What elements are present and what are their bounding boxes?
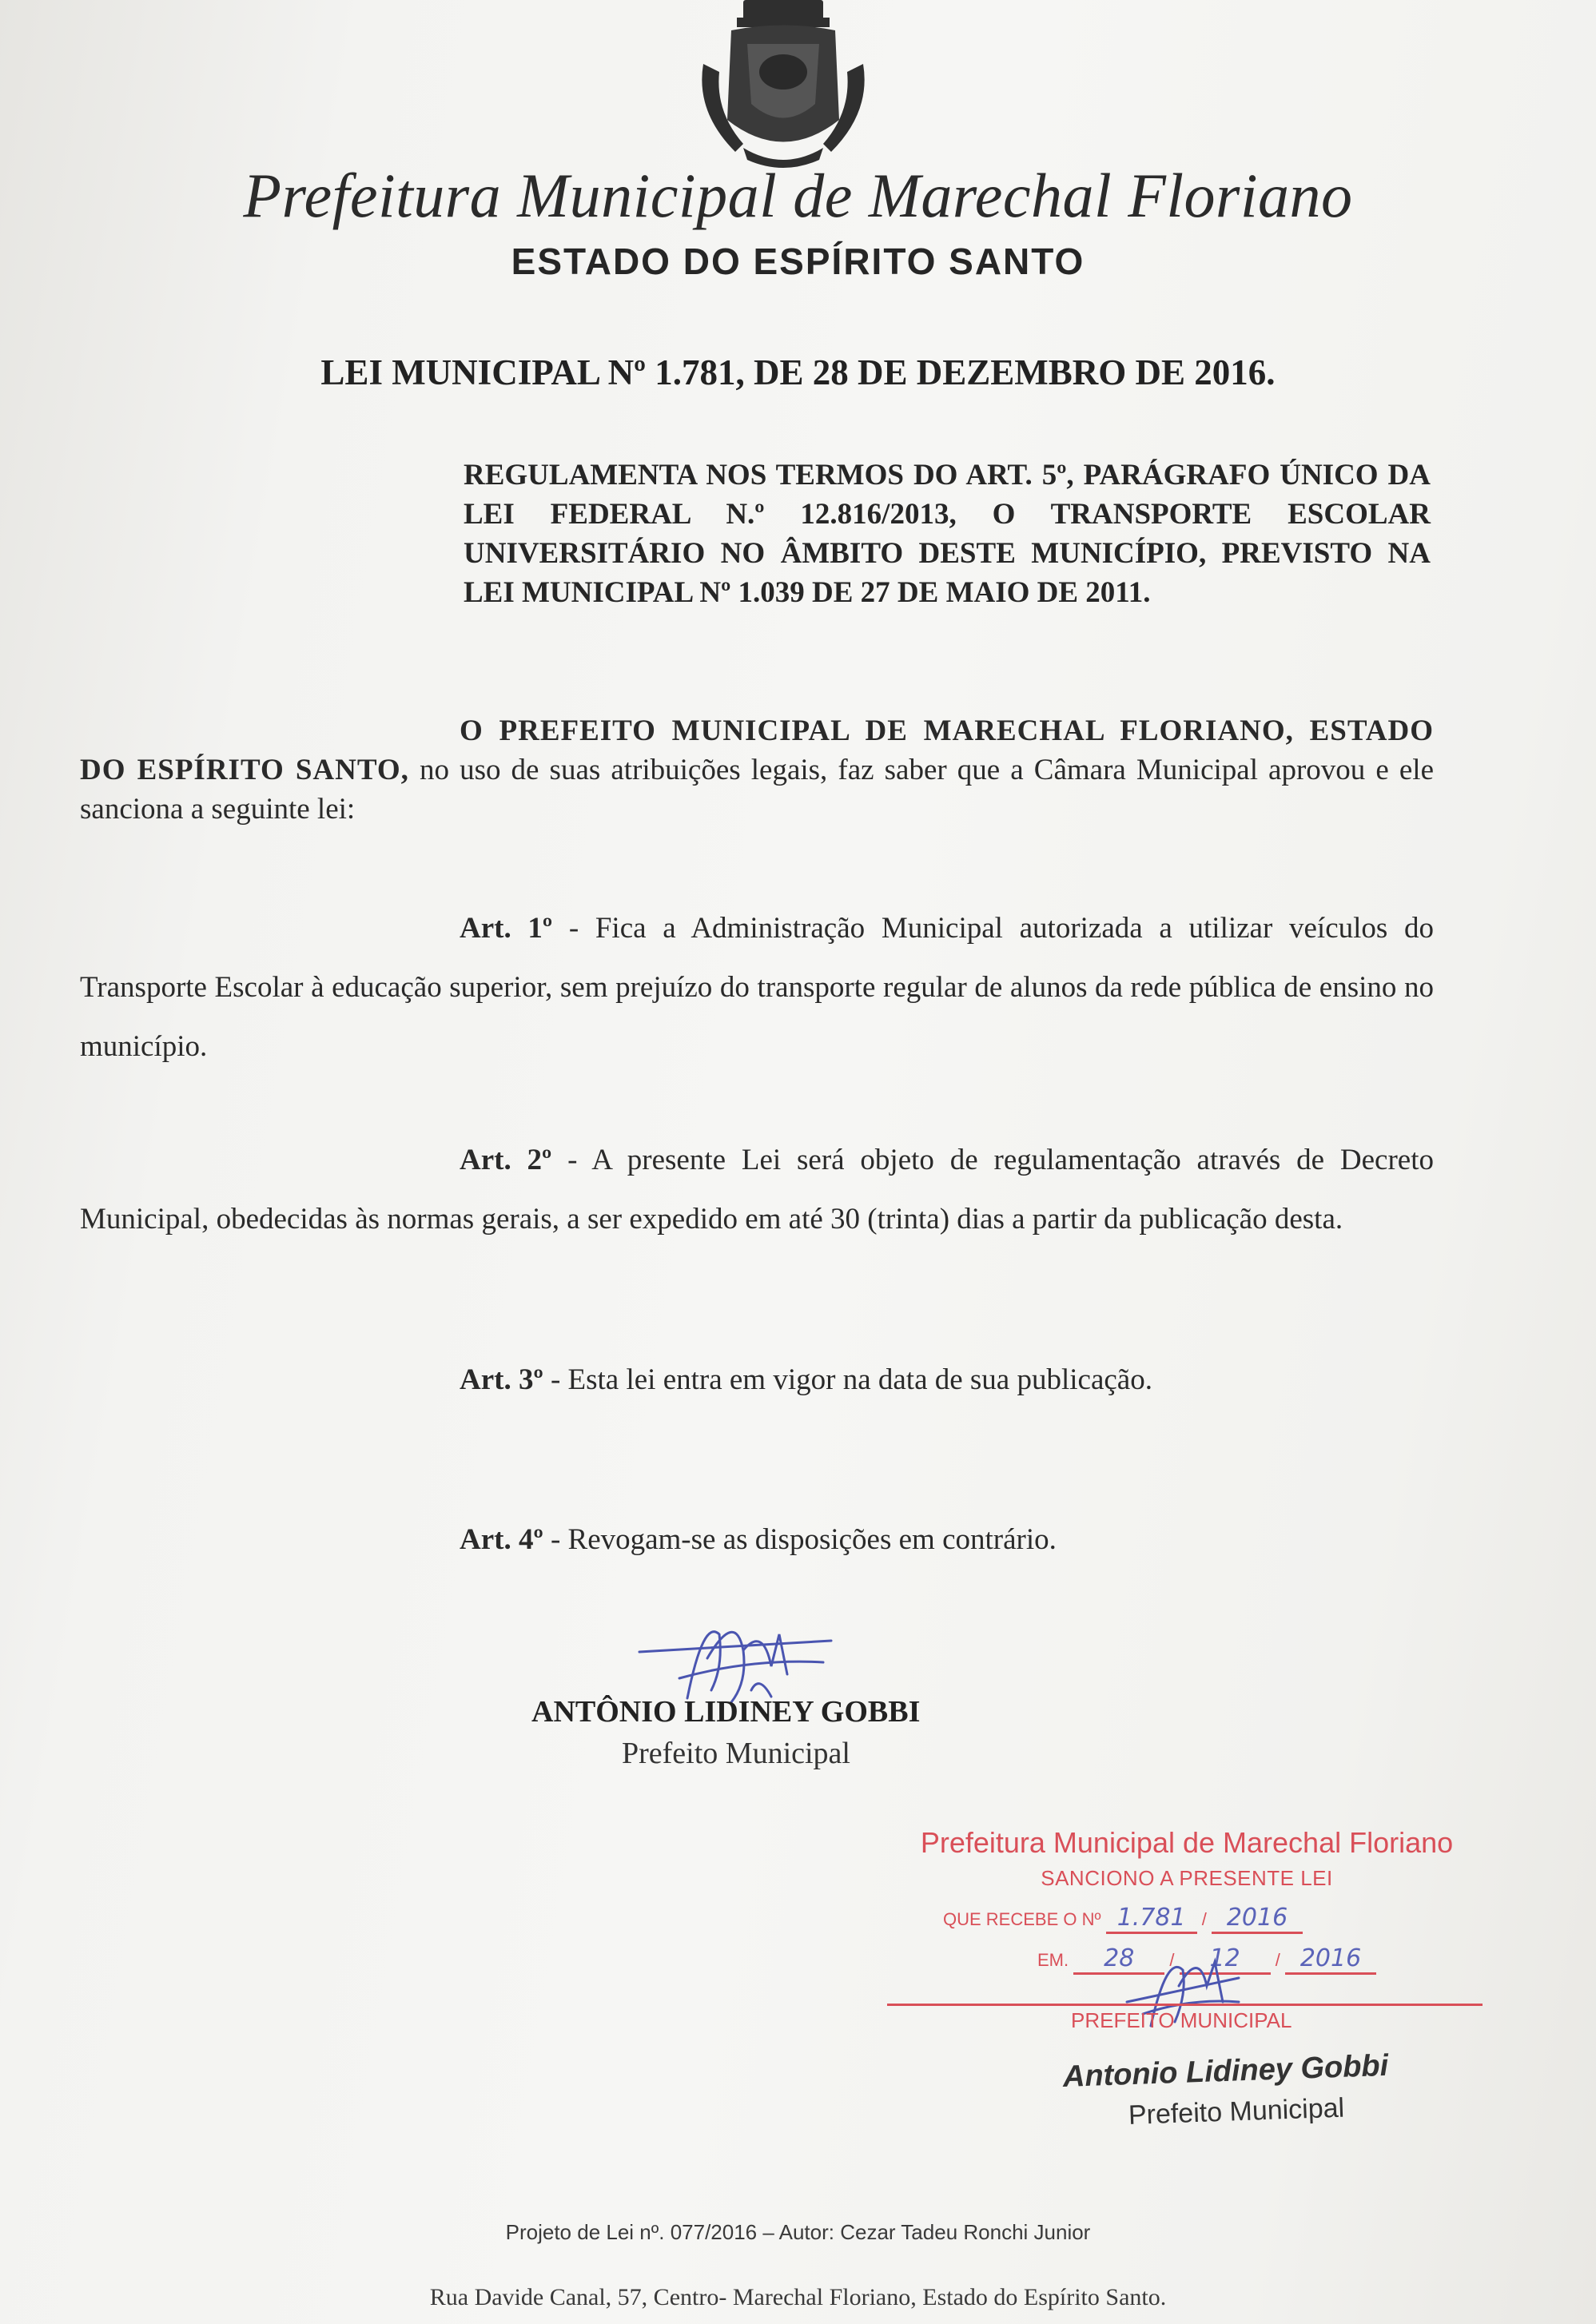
stamp-date-day: 28 <box>1073 1944 1164 1975</box>
signer-name: ANTÔNIO LIDINEY GOBBI <box>531 1695 921 1729</box>
stamp-sanction-line: SANCIONO A PRESENTE LEI <box>1041 1866 1333 1890</box>
law-ementa: REGULAMENTA NOS TERMOS DO ART. 5º, PARÁGRAFO ÚNICO DA LEI FEDERAL N.º 12.816/2013, O TRANSPORTE ESCOLAR UNIVERSITÁRIO NO ÂMBITO DESTE MUNICÍPIO, PREVISTO NA LEI MUNICIPAL Nº 1.039 DE 27 DE MAIO DE 2011. <box>464 459 1431 609</box>
footer-project-info: Projeto de Lei nº. 077/2016 – Autor: Cezar Tadeu Ronchi Junior <box>505 2220 1091 2244</box>
article-1 <box>80 899 1434 1076</box>
stamp-signer-role: Prefeito Municipal <box>1128 2092 1345 2131</box>
article-text: - Esta lei entra em vigor na data de sua publicação. <box>550 1363 1152 1396</box>
state-subtitle: ESTADO DO ESPÍRITO SANTO <box>511 241 1085 282</box>
stamp-law-number-row: QUE RECEBE O Nº 1.781 / 2016 <box>943 1904 1303 1934</box>
stamp-date-row: EM. 28 / 12 / 2016 <box>1037 1944 1376 1975</box>
article-2 <box>80 1131 1434 1249</box>
stamp-law-year: 2016 <box>1212 1904 1303 1934</box>
article-text: - Revogam-se as disposições em contrário. <box>550 1523 1057 1556</box>
stamp-date-month: 12 <box>1180 1944 1271 1975</box>
stamp-receive-label: QUE RECEBE O Nº <box>943 1909 1101 1929</box>
stamp-date-year: 2016 <box>1285 1944 1376 1975</box>
footer-address: Rua Davide Canal, 57, Centro- Marechal Floriano, Estado do Espírito Santo. <box>429 2284 1167 2310</box>
stamp-law-number: 1.781 <box>1106 1904 1197 1934</box>
article-label: Art. 4º <box>460 1523 543 1556</box>
stamp-mayor-label: PREFEITO MUNICIPAL <box>1071 2008 1292 2032</box>
stamp-signer-name: Antonio Lidiney Gobbi <box>1062 2048 1389 2094</box>
intro-text: no uso de suas atribuições legais, faz saber que a Câmara Municipal aprovou e ele sanciona a seguinte lei: <box>80 754 1435 826</box>
article-text: - A presente Lei será objeto de regulamentação através de Decreto Municipal, obedecidas às normas gerais, a ser expedido em até 30 (trinta) dias a partir da publicação desta. <box>80 1144 1434 1236</box>
intro-paragraph <box>80 711 1434 829</box>
article-label: Art. 1º <box>460 912 553 945</box>
article-label: Art. 2º <box>460 1144 552 1176</box>
stamp-title: Prefeitura Municipal de Marechal Floriano <box>920 1826 1454 1859</box>
intro-caps: O PREFEITO MUNICIPAL DE MARECHAL FLORIANO, ESTADO DO ESPÍRITO SANTO, <box>80 714 1434 786</box>
article-label: Art. 3º <box>460 1363 543 1396</box>
article-text: - Fica a Administração Municipal autorizada a utilizar veículos do Transporte Escolar à educação superior, sem prejuízo do transporte regular de alunos da rede pública de ensino no município. <box>80 912 1434 1063</box>
article-4 <box>80 1510 1434 1570</box>
stamp-date-label: EM <box>1037 1950 1064 1970</box>
municipal-coat-of-arms-icon <box>687 0 879 172</box>
prefeitura-title: Prefeitura Municipal de Marechal Floriano <box>243 161 1353 230</box>
article-3 <box>80 1351 1434 1410</box>
signer-role: Prefeito Municipal <box>622 1737 850 1770</box>
law-title: LEI MUNICIPAL Nº 1.781, DE 28 DE DEZEMBRO DE 2016. <box>320 352 1276 392</box>
stamp-rule <box>887 2004 1483 2006</box>
